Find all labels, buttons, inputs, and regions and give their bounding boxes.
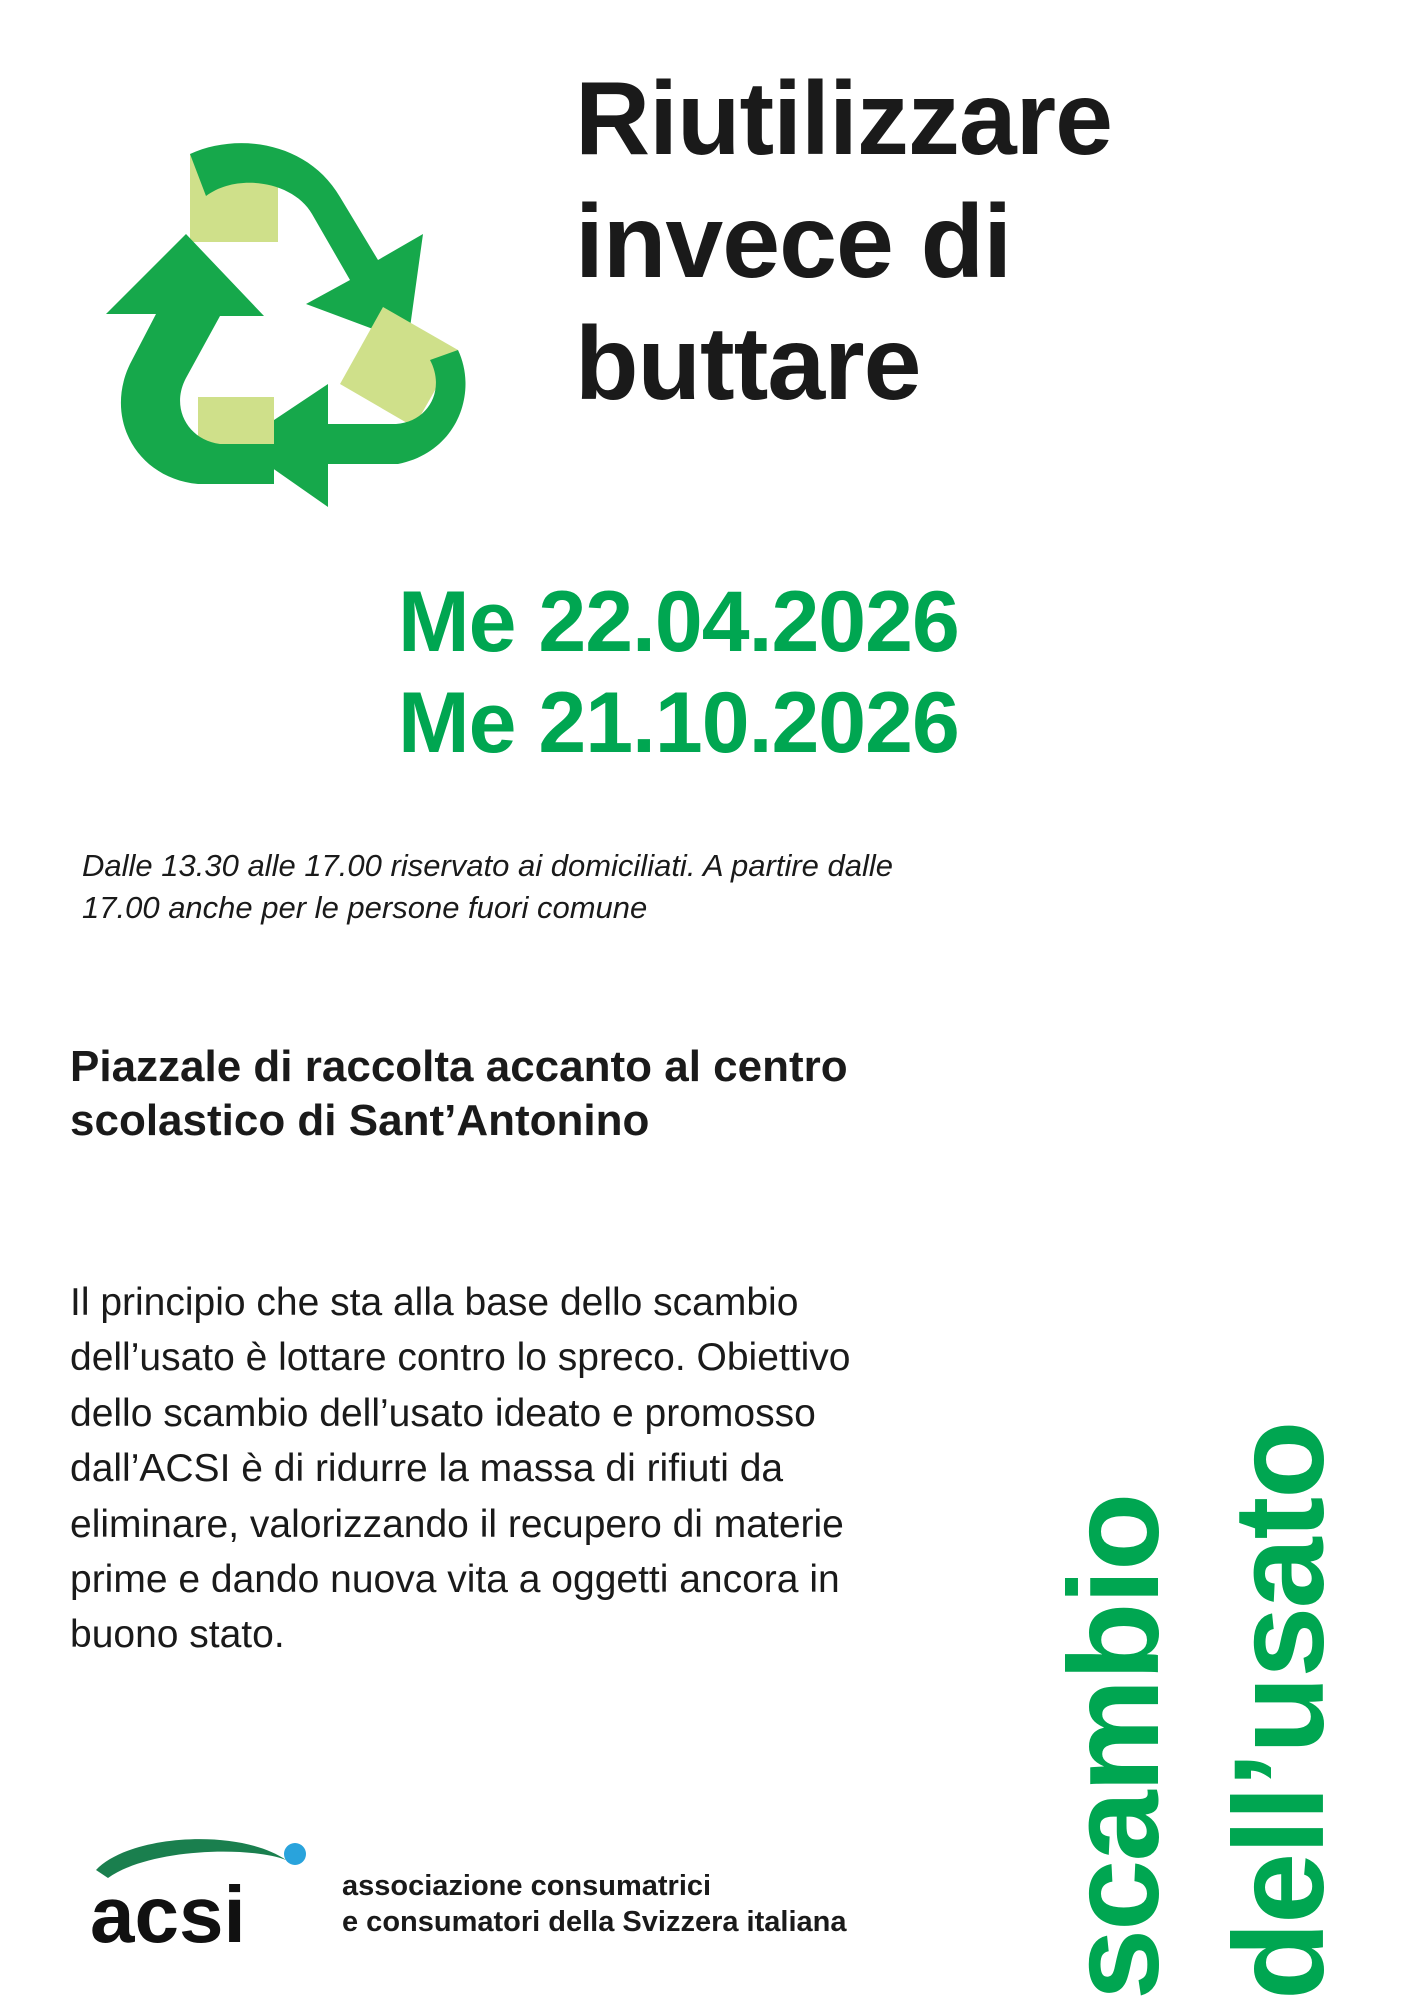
svg-text:acsi: acsi: [90, 1870, 246, 1950]
opening-times-note: Dalle 13.30 alle 17.00 riservato ai domiciliati. A partire dalle 17.00 anche per le persone fuori comune: [82, 848, 894, 926]
headline-line-1: Riutilizzare: [575, 61, 1112, 177]
headline-line-3: buttare: [575, 306, 921, 423]
recycling-icon: [78, 92, 508, 522]
acsi-tagline-line-2: e consumatori della Svizzera italiana: [342, 1905, 847, 1938]
headline-line-2: invece di: [575, 183, 1012, 300]
event-dates: [398, 572, 959, 773]
vertical-title: [1014, 790, 1414, 2000]
vertical-title-line-1: scambio: [1043, 1494, 1186, 2000]
acsi-logo: [90, 1830, 846, 1950]
acsi-tagline-line-1: associazione consumatrici: [342, 1869, 712, 1902]
event-location: Piazzale di raccolta accanto al centro scolastico di Sant’Antonino: [70, 1042, 848, 1145]
acsi-tagline: [342, 1868, 846, 1941]
acsi-wordmark-icon: [90, 1830, 320, 1950]
event-date-1: Me 22.04.2026: [398, 574, 959, 670]
event-date-2: Me 21.10.2026: [398, 674, 959, 771]
poster-headline: [575, 58, 1315, 426]
vertical-title-line-2: dell’usato: [1208, 1422, 1351, 2000]
description-text: Il principio che sta alla base dello scambio dell’usato è lottare contro lo spreco. Obiettivo dello scambio dell’usato ideato e promosso dall’ACSI è di ridurre la massa di rifiuti da eliminare, valorizzando il recupero di materie prime e dando nuova vita a oggetti ancora in buono stato.: [70, 1281, 851, 1657]
